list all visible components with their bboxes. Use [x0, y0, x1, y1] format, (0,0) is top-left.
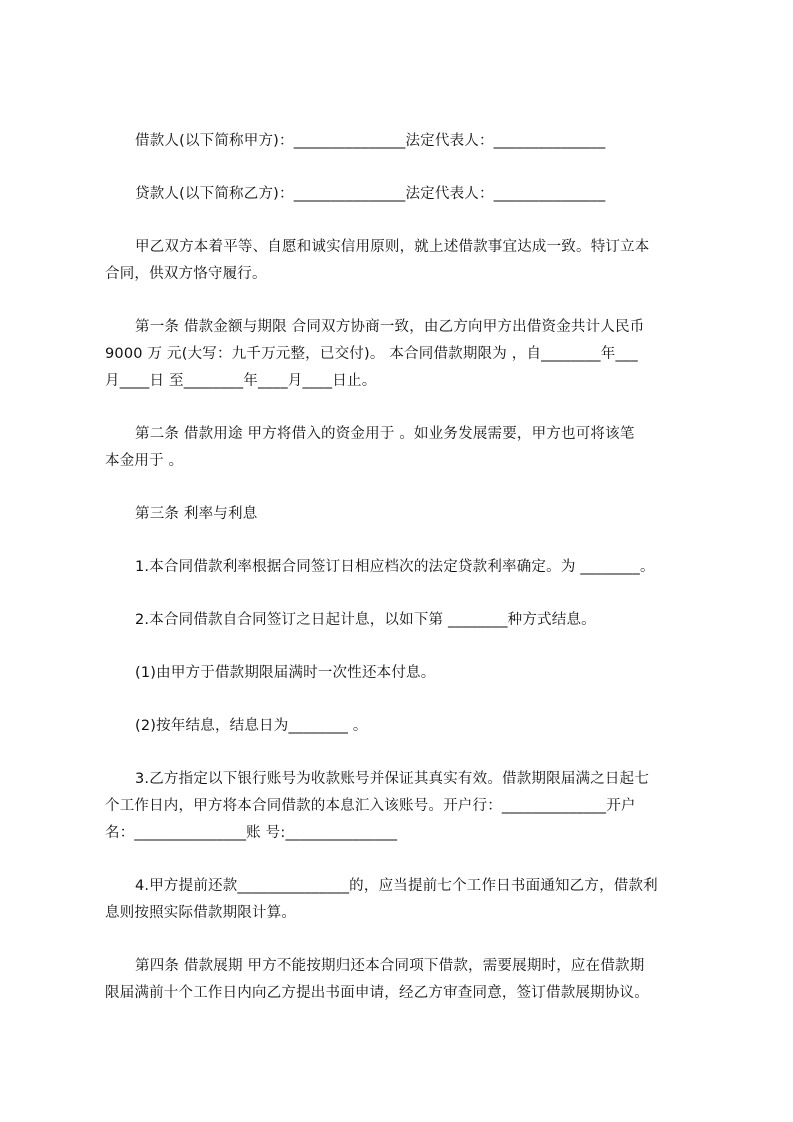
- article-4-line-1: 第四条 借款展期 甲方不能按期归还本合同项下借款，需要展期时，应在借款期: [135, 958, 645, 974]
- clause-3-1: 1.本合同借款利率根据合同签订日相应档次的法定贷款利率确定。为 ________。: [135, 559, 655, 575]
- article-1-line-3: 月____日 至________年____月____日止。: [105, 373, 377, 389]
- clause-3-4-line-1: 4.甲方提前还款_______________的，应当提前七个工作日书面通知乙方，借款利: [135, 878, 658, 894]
- article-2-line-1: 第二条 借款用途 甲方将借入的资金用于 。如业务发展需要，甲方也可将该笔: [135, 426, 635, 442]
- preamble-line-2: 合同，供双方恪守履行。: [105, 266, 267, 282]
- article-4-line-2: 限届满前十个工作日内向乙方提出书面申请，经乙方审查同意，签订借款展期协议。: [105, 985, 649, 1001]
- preamble-line-1: 甲乙双方本着平等、自愿和诚实信用原则，就上述借款事宜达成一致。特订立本: [135, 239, 650, 255]
- clause-3-4-line-2: 息则按照实际借款期限计算。: [105, 905, 297, 921]
- clause-3-3-line-1: 3.乙方指定以下银行账号为收款账号并保证其真实有效。借款期限届满之日起七: [135, 771, 650, 787]
- lender-line: 贷款人(以下简称乙方)：_______________法定代表人：_______________: [135, 186, 606, 202]
- clause-3-2: 2.本合同借款自合同签订之日起计息，以如下第 ________种方式结息。: [135, 612, 596, 628]
- article-2-line-2: 本金用于 。: [105, 453, 184, 469]
- article-1-line-2: 9000 万 元(大写：九千万元整，已交付)。 本合同借款期限为 ，自________年___: [105, 346, 638, 362]
- clause-3-2-option-2: (2)按年结息，结息日为________ 。: [135, 718, 368, 734]
- clause-3-3-line-2: 个工作日内，甲方将本合同借款的本息汇入该账号。开户行：______________开户: [105, 798, 636, 814]
- article-1-line-1: 第一条 借款金额与期限 合同双方协商一致，由乙方向甲方出借资金共计人民币: [135, 319, 645, 335]
- borrower-line: 借款人(以下简称甲方)：_______________法定代表人：_______________: [135, 133, 606, 149]
- article-3-heading: 第三条 利率与利息: [135, 506, 258, 522]
- clause-3-2-option-1: (1)由甲方于借款期限届满时一次性还本付息。: [135, 665, 436, 681]
- clause-3-3-line-3: 名：_______________账 号:_______________: [105, 825, 398, 841]
